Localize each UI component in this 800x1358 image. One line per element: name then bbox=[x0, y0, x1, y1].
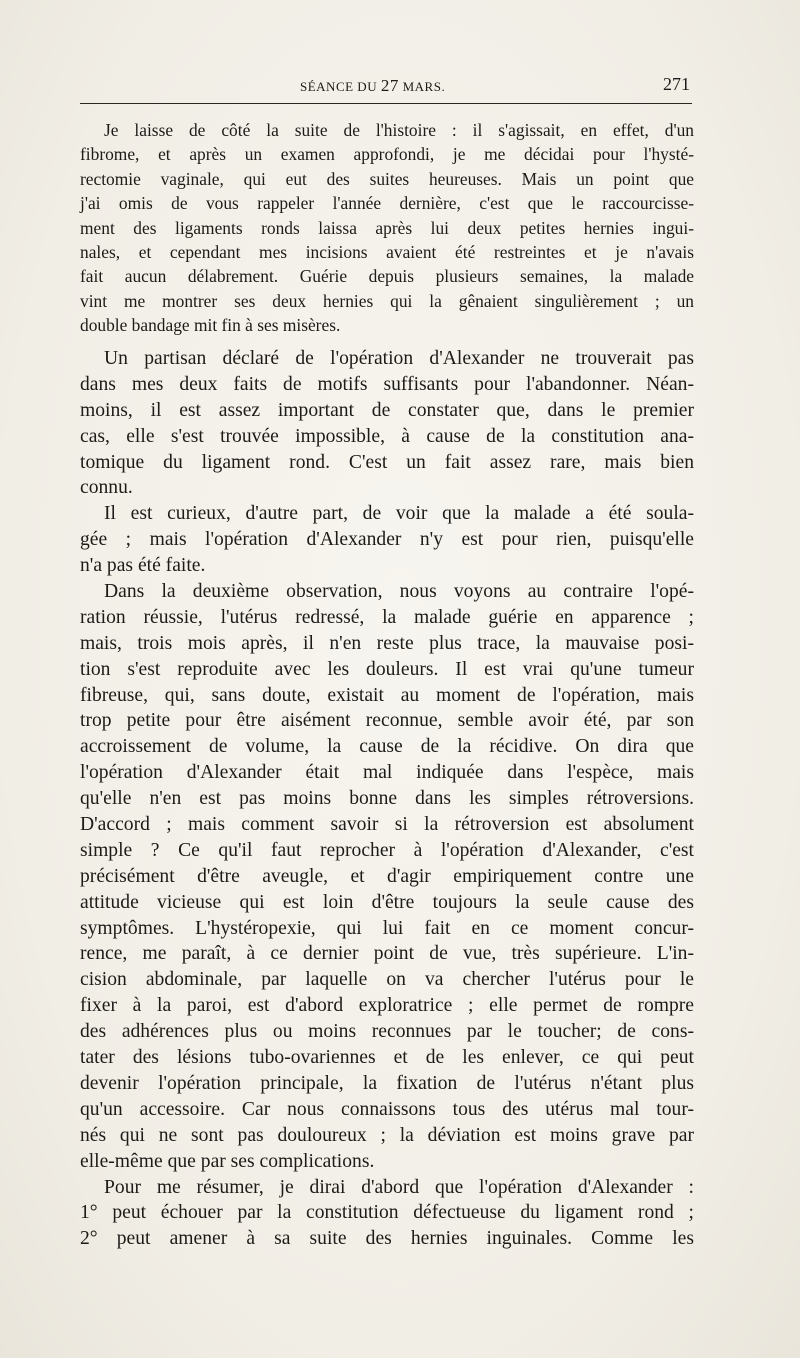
text-line: Dans la deuxième observation, nous voyons au contraire l'opé- bbox=[104, 581, 694, 603]
text-line: qu'un accessoire. Car nous connaissons tous des utérus mal tour- bbox=[80, 1098, 694, 1120]
text-line: Un partisan déclaré de l'opération d'Alexander ne trouverait pas bbox=[104, 348, 694, 369]
main-text bbox=[80, 346, 694, 1252]
text-line: ment des ligaments ronds laissa après lui deux petites hernies ingui- bbox=[80, 217, 694, 238]
text-line: tion s'est reproduite avec les douleurs. Il est vrai qu'une tumeur bbox=[80, 658, 694, 680]
text-line: elle-même que par ses complications. bbox=[80, 1150, 375, 1172]
text-line: fait aucun délabrement. Guérie depuis plusieurs semaines, la malade bbox=[80, 266, 694, 287]
text-line: trop petite pour être aisément reconnue, semble avoir été, par son bbox=[80, 710, 694, 732]
text-line: simple ? Ce qu'il faut reprocher à l'opération d'Alexander, c'est bbox=[80, 839, 694, 861]
text-line: connu. bbox=[80, 477, 133, 499]
header-rule bbox=[80, 103, 692, 104]
text-line: n'a pas été faite. bbox=[80, 555, 206, 577]
text-line: 2° peut amener à sa suite des hernies inguinales. Comme les bbox=[80, 1228, 694, 1250]
text-line: précisément d'être aveugle, et d'agir empiriquement contre une bbox=[80, 865, 694, 887]
text-line: tomique du ligament rond. C'est un fait assez rare, mais bien bbox=[80, 451, 694, 473]
text-line: fibrome, et après un examen approfondi, je me décidai pour l'hysté- bbox=[80, 144, 694, 165]
text-line: accroissement de volume, la cause de la récidive. On dira que bbox=[80, 736, 694, 758]
text-line: Pour me résumer, je dirai d'abord que l'opération d'Alexander : bbox=[104, 1176, 694, 1198]
text-line: dans mes deux faits de motifs suffisants pour l'abandonner. Néan- bbox=[80, 373, 694, 395]
text-line: des adhérences plus ou moins reconnues par le toucher; de cons- bbox=[80, 1021, 694, 1043]
text-line: qu'elle n'en est pas moins bonne dans les simples rétroversions. bbox=[80, 788, 694, 810]
text-line: nés qui ne sont pas douloureux ; la déviation est moins grave par bbox=[80, 1124, 694, 1146]
text-line: fixer à la paroi, est d'abord exploratrice ; elle permet de rompre bbox=[80, 995, 694, 1017]
text-line: D'accord ; mais comment savoir si la rétroversion est absolument bbox=[80, 814, 694, 836]
running-title: SÉANCE DU 27 MARS. bbox=[300, 76, 446, 95]
text-line: moins, il est assez important de constater que, dans le premier bbox=[80, 399, 694, 421]
text-line: vint me montrer ses deux hernies qui la gênaient singulièrement ; un bbox=[80, 290, 694, 311]
page-number: 271 bbox=[663, 74, 690, 94]
running-header bbox=[80, 74, 692, 98]
text-line: symptômes. L'hystéropexie, qui lui fait en ce moment concur- bbox=[80, 917, 694, 939]
text-line: cas, elle s'est trouvée impossible, à cause de la constitution ana- bbox=[80, 425, 694, 447]
text-line: l'opération d'Alexander était mal indiquée dans l'espèce, mais bbox=[80, 762, 694, 784]
text-line: attitude vicieuse qui est loin d'être toujours la seule cause des bbox=[80, 891, 694, 913]
text-line: j'ai omis de vous rappeler l'année dernière, c'est que le raccourcisse- bbox=[80, 193, 694, 214]
text-line: gée ; mais l'opération d'Alexander n'y est pour rien, puisqu'elle bbox=[80, 529, 694, 551]
text-line: rectomie vaginale, qui eut des suites heureuses. Mais un point que bbox=[80, 168, 694, 189]
text-line: nales, et cependant mes incisions avaient été restreintes et je n'avais bbox=[80, 241, 694, 262]
text-line: devenir l'opération principale, la fixation de l'utérus n'étant plus bbox=[80, 1072, 694, 1094]
text-line: 1° peut échouer par la constitution défectueuse du ligament rond ; bbox=[80, 1202, 694, 1224]
text-line: rence, me paraît, à ce dernier point de vue, très supérieure. L'in- bbox=[80, 943, 694, 965]
text-line: double bandage mit fin à ses misères. bbox=[80, 315, 341, 336]
text-line: ration réussie, l'utérus redressé, la malade guérie en apparence ; bbox=[80, 606, 694, 628]
text-line: mais, trois mois après, il n'en reste plus trace, la mauvaise posi- bbox=[80, 632, 694, 654]
text-line: Je laisse de côté la suite de l'histoire : il s'agissait, en effet, d'un bbox=[104, 120, 694, 140]
text-line: fibreuse, qui, sans doute, existait au moment de l'opération, mais bbox=[80, 684, 694, 706]
small-print-paragraph bbox=[80, 118, 694, 338]
text-line: Il est curieux, d'autre part, de voir que la malade a été soula- bbox=[104, 503, 694, 525]
text-line: cision abdominale, par laquelle on va chercher l'utérus pour le bbox=[80, 969, 694, 991]
text-line: tater des lésions tubo-ovariennes et de les enlever, ce qui peut bbox=[80, 1047, 694, 1069]
